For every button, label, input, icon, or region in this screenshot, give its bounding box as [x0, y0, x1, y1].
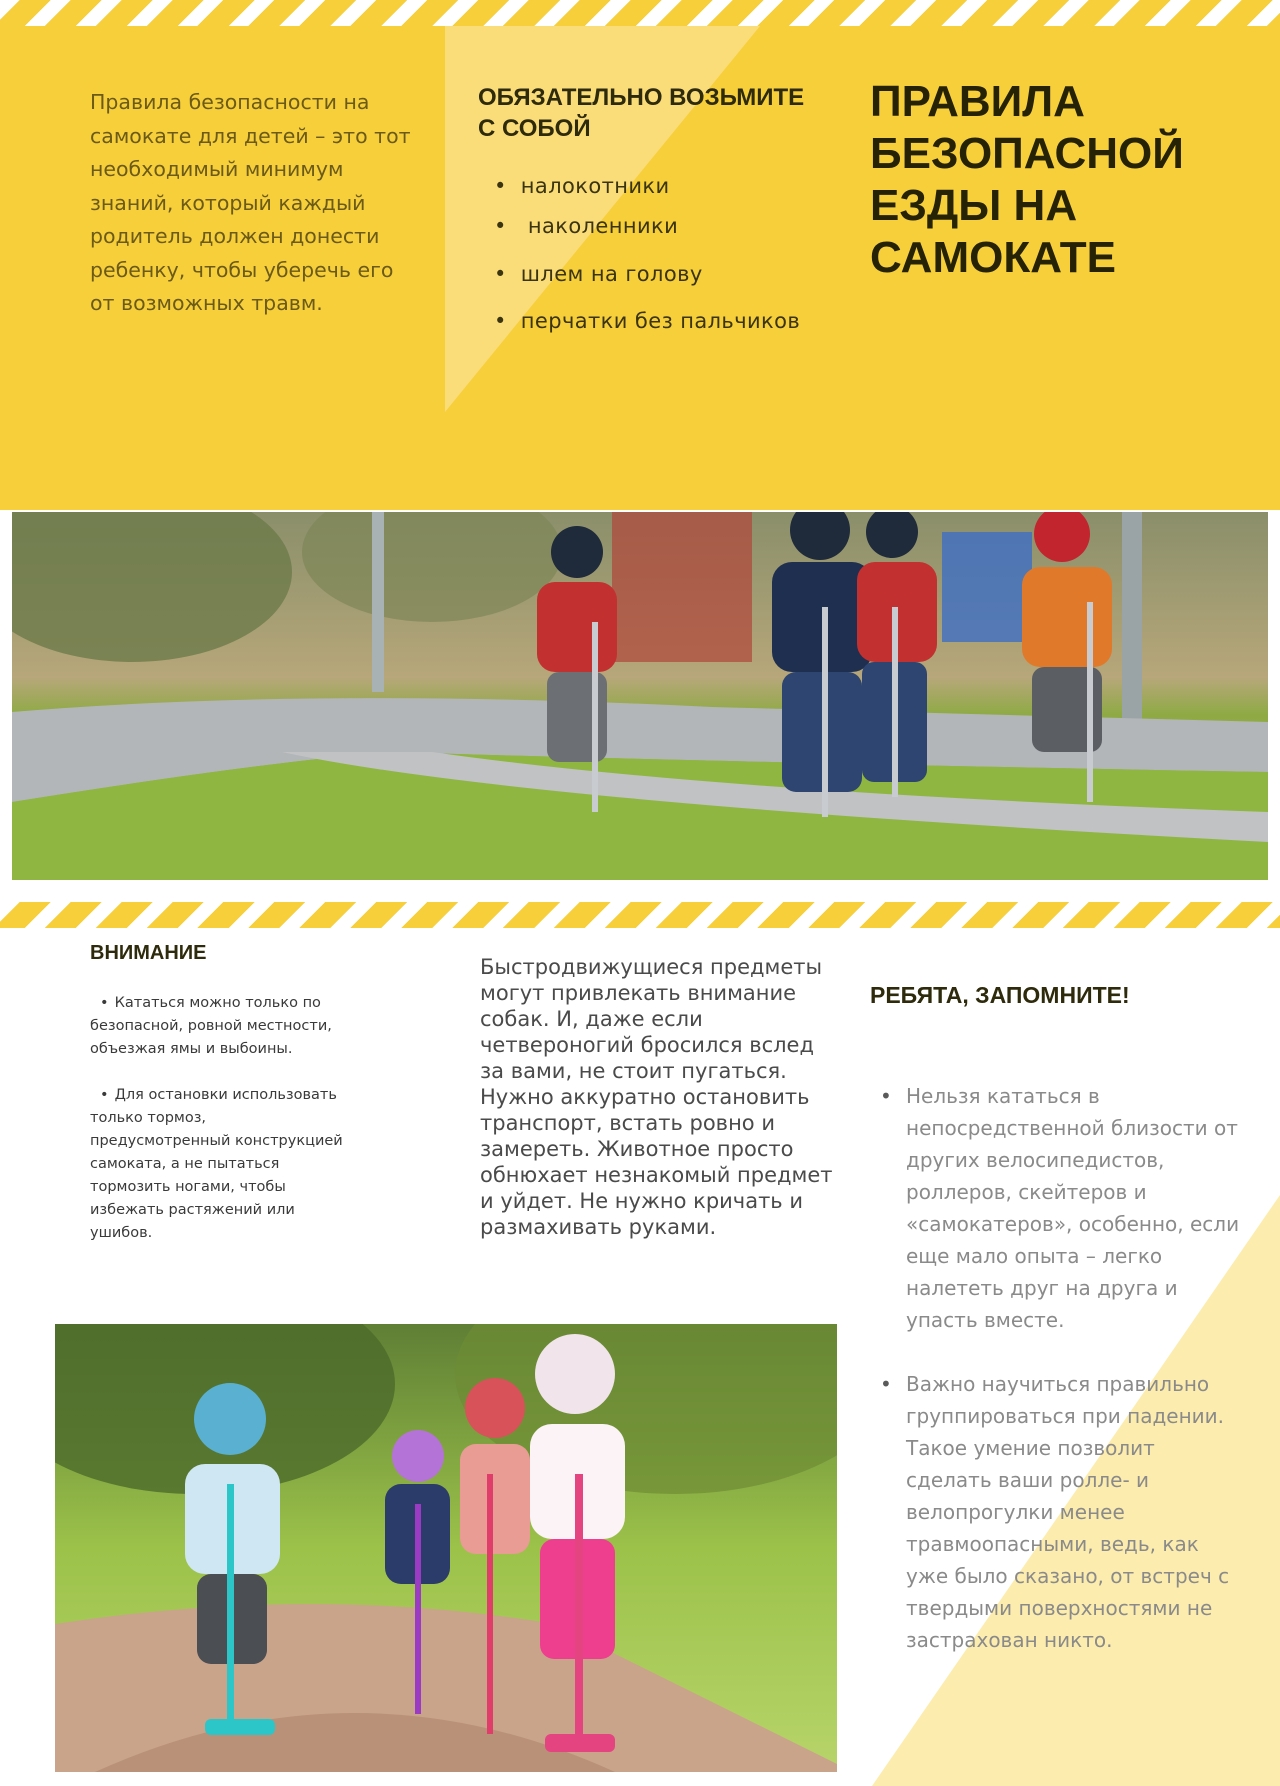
intro-text: Правила безопасности на самокате для детей – это тот необходимый минимум знаний, который каждый родитель должен донести ребенку, чтобы уберечь его от возможных травм. [90, 90, 411, 315]
list-item: • налокотники [478, 174, 670, 198]
kids-remember-heading: РЕБЯТА, ЗАПОМНИТЕ! [870, 982, 1130, 1008]
hero-section [0, 26, 1280, 510]
dogs-paragraph: Быстродвижущиеся предметы могут привлекать внимание собак. И, даже если четвероногий бросился вслед за вами, не стоит пугаться. Нужно аккуратно остановить транспорт, встать ровно и замереть. Животное просто обнюхает незнакомый предмет и уйдет. Не нужно кричать и размахивать руками. [480, 955, 833, 1239]
take-with-you-heading: ОБЯЗАТЕЛЬНО ВОЗЬМИТЕ С СОБОЙ [478, 84, 805, 142]
kids-remember-list [880, 1080, 1240, 1688]
attention-heading: ВНИМАНИЕ [90, 942, 207, 964]
list-item: • наколенники [478, 214, 678, 238]
middle-hazard-stripes [0, 902, 1280, 928]
list-item: • шлем на голову [478, 262, 703, 286]
top-hazard-stripes [0, 0, 1280, 26]
list-item: • перчатки без пальчиков [478, 309, 800, 333]
bullet-icon: • [100, 1087, 109, 1103]
toddlers-scooters-photo [55, 1324, 837, 1772]
page-title: ПРАВИЛА БЕЗОПАСНОЙ ЕЗДЫ НА САМОКАТЕ [870, 77, 1184, 282]
list-item: • Нельзя кататься в непосредственной близости от других велосипедистов, роллеров, скейтеров и «самокатеров», особенно, если еще мало опыта – легко налететь друг на друга и упасть вместе. [880, 1080, 1240, 1336]
kids-scooters-park-photo [12, 512, 1268, 880]
list-item: • Кататься можно только по безопасной, ровной местности, объезжая ямы и выбоины. [90, 995, 332, 1057]
list-item: • Важно научиться правильно группироваться при падении. Такое умение позволит сделать ваши ролле- и велопрогулки менее травмоопасными, ведь, как уже было сказано, от встреч с твердыми поверхностями не застрахован никто. [880, 1368, 1240, 1656]
list-item: • Для остановки использовать только тормоз, предусмотренный конструкцией самоката, а не пытаться тормозить ногами, чтобы избежать растяжений или ушибов. [90, 1087, 343, 1241]
attention-list [90, 992, 350, 1268]
bullet-icon: • [100, 995, 109, 1011]
